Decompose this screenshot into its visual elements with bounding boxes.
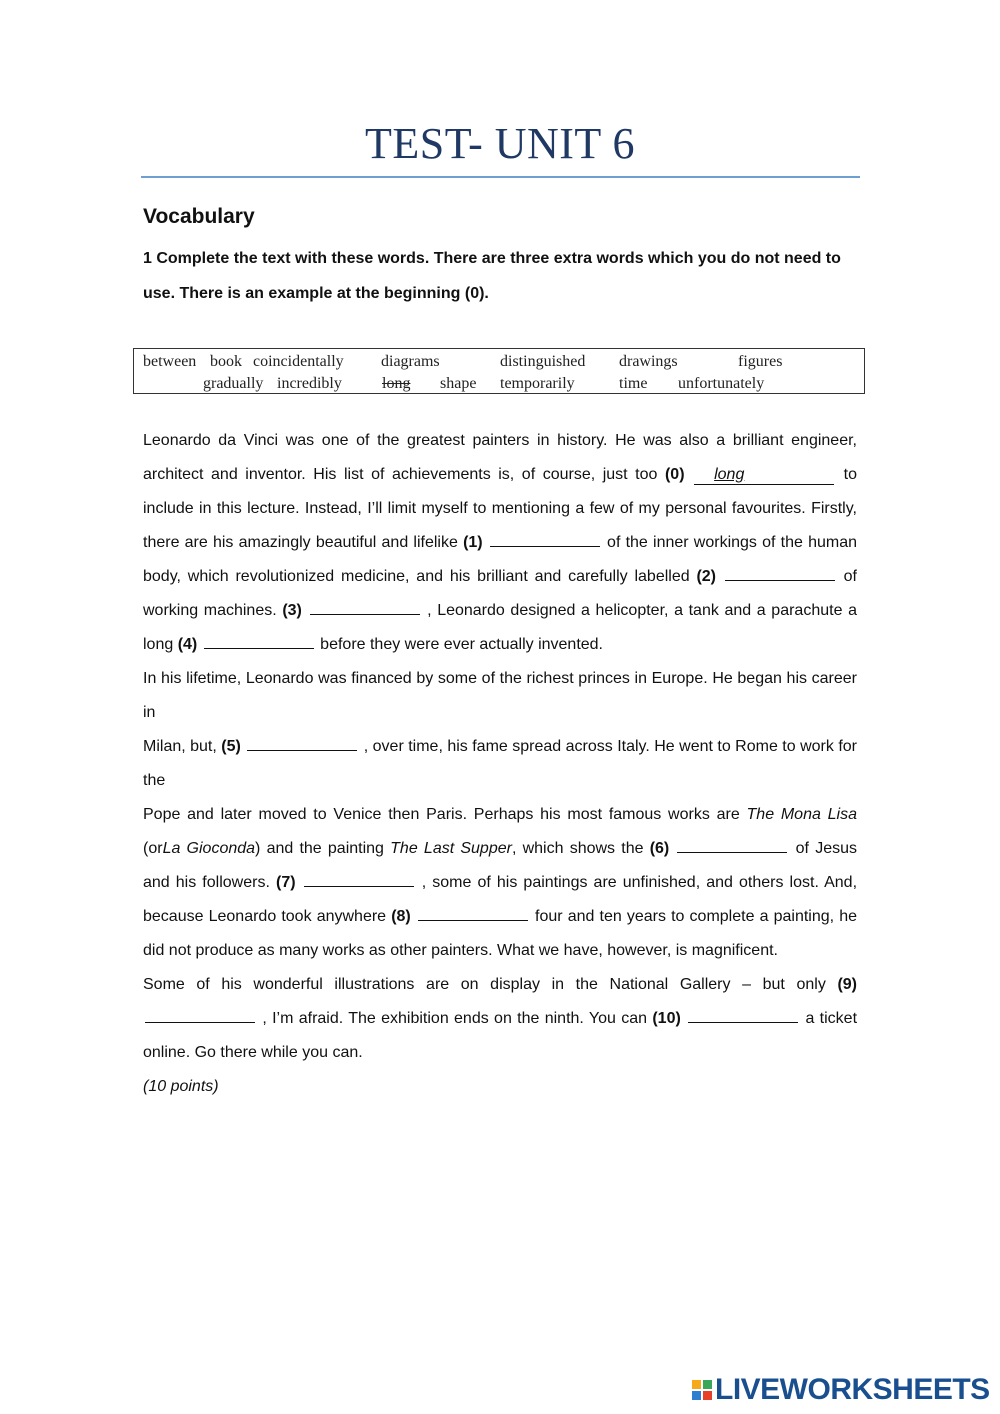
answer-gap-4[interactable] [204, 631, 314, 649]
artwork-title: La Gioconda [162, 840, 256, 857]
answer-gap-3[interactable] [310, 597, 420, 615]
word-bank-item: diagrams [381, 353, 440, 370]
answer-gap-10[interactable] [688, 1005, 798, 1023]
word-bank-item: unfortunately [678, 375, 765, 392]
title-divider [141, 176, 860, 178]
gap-number: (10) [652, 1010, 681, 1027]
gap-number: (2) [696, 568, 717, 585]
passage-paragraph: Pope and later moved to Venice then Paris. Perhaps his most famous works are The Mona Lisa (orLa Gioconda) and the painting The Last Supper, which shows the (6) of Jesus and his followers. (7) , some of his paintings are unfinished, and others lost. And, because Leonardo took anywhere (8) four and ten years to complete a painting, he did not produce as many works as other painters. What we have, however, is magnificent. [143, 806, 858, 959]
liveworksheets-logo [692, 1372, 990, 1408]
logo-block [692, 1380, 701, 1389]
answer-gap-7[interactable] [304, 869, 414, 887]
logo-text: LIVEWORKSHEETS [715, 1373, 990, 1406]
section-heading: Vocabulary [143, 205, 255, 228]
answer-gap-5[interactable] [247, 733, 357, 751]
passage-paragraph: Milan, but, (5) , over time, his fame spread across Italy. He went to Rome to work for the [143, 730, 857, 798]
answer-gap-8[interactable] [418, 903, 528, 921]
gap-number: (4) [177, 636, 198, 653]
answer-gap-9[interactable] [145, 1005, 255, 1023]
passage-paragraph: Leonardo da Vinci was one of the greatest painters in history. He was also a brilliant engineer, architect and inventor. His list of achievements is, of course, just too (0) long to include in this lecture. Instead, I’ll limit myself to mentioning a few of my personal favourites. Firstly, there are his amazingly beautiful and lifelike (1) of the inner workings of the human body, which revolutionized medicine, and his brilliant and carefully labelled (2) of working machines. (3) , Leonardo designed a helicopter, a tank and a parachute a long (4) before they were ever actually invented. [143, 432, 857, 653]
gap-number: (7) [275, 874, 296, 891]
gap-number: (1) [463, 534, 483, 551]
artwork-title: The Last Supper [390, 840, 512, 857]
answer-gap-2[interactable] [725, 563, 835, 581]
word-bank-item: between [143, 353, 197, 370]
word-bank-item: drawings [619, 353, 678, 370]
word-bank-item: distinguished [500, 353, 586, 370]
word-bank-item: incredibly [277, 375, 342, 392]
points-label: (10 points) [143, 1078, 219, 1095]
word-bank-item: gradually [203, 375, 264, 392]
gap-number: (5) [221, 738, 241, 755]
word-bank-item-used: long [382, 375, 411, 392]
word-bank-item: time [619, 375, 648, 392]
example-answer: long [694, 466, 834, 485]
gap-number: (9) [837, 976, 857, 993]
logo-block [703, 1391, 712, 1400]
logo-block [692, 1391, 701, 1400]
answer-gap-1[interactable] [490, 529, 600, 547]
passage-paragraph: Some of his wonderful illustrations are on display in the National Gallery – but only (9) , I’m afraid. The exhibition ends on the ninth. You can (10) a ticket online. Go there while you can. [143, 976, 858, 1061]
word-bank-item: temporarily [500, 375, 575, 392]
page-title: TEST- UNIT 6 [365, 119, 635, 168]
exercise-instruction: 1 Complete the text with these words. There are three extra words which you do not need to use. There is an example at the beginning (0). [143, 250, 841, 302]
word-bank-item: figures [738, 353, 783, 370]
gap-number: (8) [391, 908, 411, 925]
answer-gap-6[interactable] [677, 835, 787, 853]
logo-icon [692, 1380, 712, 1400]
passage-paragraph: In his lifetime, Leonardo was financed by some of the richest princes in Europe. He began his career in [143, 670, 857, 721]
logo-block [703, 1380, 712, 1389]
gap-number: (6) [649, 840, 670, 857]
reading-passage [143, 424, 857, 1104]
gap-number: (3) [282, 602, 302, 619]
artwork-title: The Mona Lisa [746, 806, 857, 823]
gap-number: (0) [664, 466, 685, 483]
word-bank-item: book [210, 353, 242, 370]
word-bank [133, 348, 865, 394]
word-bank-item: coincidentally [253, 353, 344, 370]
word-bank-item: shape [440, 375, 477, 392]
